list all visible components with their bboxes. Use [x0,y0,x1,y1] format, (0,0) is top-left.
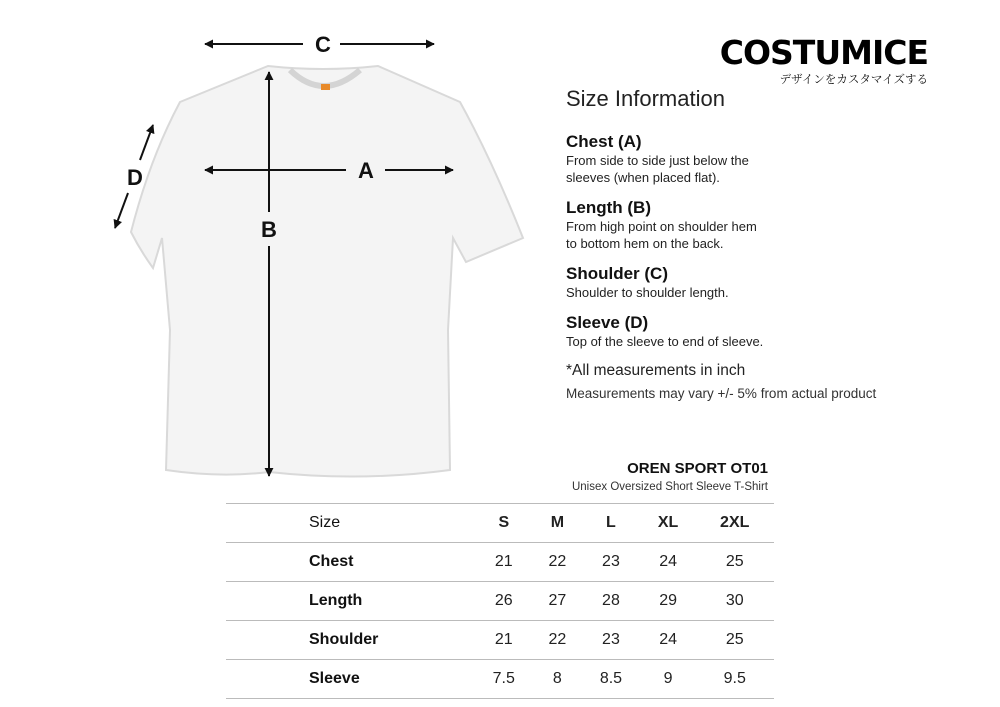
measurement-length [566,198,926,252]
product-desc: Unisex Oversized Short Sleeve T-Shirt [571,481,768,493]
measurement-title: Chest (A) [566,132,642,151]
header-cell: 2XL [695,504,774,543]
info-title: Size Information [566,86,725,111]
table-cell: 30 [695,582,774,621]
tshirt-tag [321,84,330,90]
table-row [226,621,774,660]
table-cell: 21 [474,543,534,582]
measurement-title: Sleeve (D) [566,313,649,332]
measurement-desc: From high point on shoulder hem to bottom hem on the back. [566,219,757,251]
table-row [226,660,774,699]
table-cell: 23 [581,543,641,582]
tshirt-diagram [0,0,560,500]
table-cell: 9.5 [695,660,774,699]
size-information [566,86,926,401]
table-cell: 7.5 [474,660,534,699]
table-cell: 25 [695,621,774,660]
measurement-desc: From side to side just below the sleeves (when placed flat). [566,153,749,185]
header-cell: XL [641,504,696,543]
header-cell: S [474,504,534,543]
product-heading [572,460,768,493]
size-chart-table [226,503,774,699]
row-label: Sleeve [226,660,474,699]
variance-note: Measurements may vary +/- 5% from actual product [566,386,877,401]
brand-tagline: デザインをカスタマイズする [779,72,928,86]
table-row [226,543,774,582]
units-note: *All measurements in inch [566,362,746,379]
label-b: B [261,217,277,242]
table-cell: 21 [474,621,534,660]
table-cell: 22 [534,621,582,660]
table-cell: 9 [641,660,696,699]
tshirt-shape [131,66,523,477]
table-cell: 8 [534,660,582,699]
table-cell: 24 [641,621,696,660]
table-cell: 23 [581,621,641,660]
table-cell: 26 [474,582,534,621]
brand-logo [719,33,928,87]
measurement-sleeve [566,313,926,350]
table-header-row [226,504,774,543]
row-label: Chest [226,543,474,582]
measurement-desc: Shoulder to shoulder length. [566,285,729,300]
table-cell: 24 [641,543,696,582]
label-d: D [127,165,143,190]
product-name: OREN SPORT OT01 [627,460,768,477]
table-cell: 29 [641,582,696,621]
measurement-title: Length (B) [566,198,651,217]
measurement-chest [566,132,926,186]
measurement-desc: Top of the sleeve to end of sleeve. [566,334,764,349]
header-cell: M [534,504,582,543]
brand-name: COSTUMICE [719,33,928,72]
measurement-title: Shoulder (C) [566,264,668,283]
label-a: A [358,158,374,183]
header-cell: Size [226,504,474,543]
row-label: Length [226,582,474,621]
table-cell: 25 [695,543,774,582]
header-cell: L [581,504,641,543]
row-label: Shoulder [226,621,474,660]
table-cell: 22 [534,543,582,582]
table-row [226,582,774,621]
measurement-shoulder [566,264,926,301]
table-cell: 8.5 [581,660,641,699]
label-c: C [315,32,331,57]
table-cell: 27 [534,582,582,621]
table-cell: 28 [581,582,641,621]
